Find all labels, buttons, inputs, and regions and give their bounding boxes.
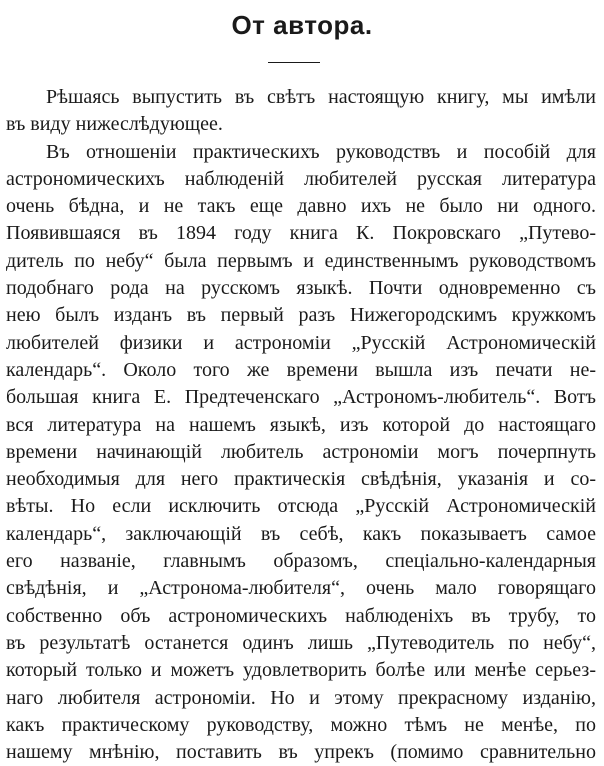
text-line: Рѣшаясь выпустить въ свѣтъ настоящую книгу, мы имѣли — [46, 86, 596, 108]
text-line: времени начинающій любитель астрономіи могъ почерпнуть — [6, 440, 596, 463]
text-line: который только и можетъ удовлетворить болѣе или менѣе серьез- — [6, 659, 596, 682]
text-line: его названіе, главнымъ образомъ, спеціально-календарныя — [6, 550, 596, 573]
text-line: любителей физики и астрономіи „Русскій Астрономическій — [6, 331, 596, 354]
text-line: вся литература на нашемъ языкѣ, изъ которой до настоящаго — [6, 413, 596, 436]
text-line: какъ практическому руководству, можно тѣмъ не менѣе, по — [6, 713, 596, 736]
text-line: свѣдѣнія, и „Астронома-любителя“, очень мало говорящаго — [6, 577, 596, 600]
text-line: подобнаго рода на русскомъ языкѣ. Почти одновременно съ — [6, 277, 596, 300]
text-line: наго любителя астрономіи. Но и этому прекрасному изданію, — [6, 686, 596, 709]
text-line: Въ отношеніи практическихъ руководствъ и пособій для — [46, 140, 596, 163]
text-line: нашему мнѣнію, поставить въ упрекъ (помимо сравнительно — [6, 741, 596, 764]
text-line: вѣты. Но если исключить отсюда „Русскій Астрономическій — [6, 495, 596, 518]
text-line: календарь“. Около того же времени вышла изъ печати не- — [6, 358, 596, 381]
text-line: календарь“, заключающій въ себѣ, какъ показываетъ самое — [6, 522, 596, 545]
text-line: дитель по небу“ была первымъ и единственнымъ руководствомъ — [6, 249, 596, 272]
text-line: необходимыя для него практическія свѣдѣнія, указанія и со- — [6, 468, 596, 491]
text-line: Появившаяся въ 1894 году книга К. Покровскаго „Путево- — [6, 222, 596, 245]
text-line: астрономическихъ наблюденій любителей русская литература — [6, 167, 596, 190]
text-line: большая книга Е. Предтеченскаго „Астрономъ-любитель“. Вотъ — [6, 386, 596, 409]
text-line: въ виду нижеслѣдующее. — [6, 113, 223, 136]
body-text — [6, 84, 596, 766]
title-divider — [268, 62, 320, 63]
text-line: въ результатѣ останется одинъ лишь „Путеводитель по небу“, — [6, 631, 596, 654]
text-line: нею былъ изданъ въ первый разъ Нижегородскимъ кружкомъ — [6, 304, 596, 327]
text-line: очень бѣдна, и не такъ еще давно ихъ не было ни одного. — [6, 195, 596, 218]
text-line: собственно объ астрономическихъ наблюденіхъ въ трубу, то — [6, 604, 596, 627]
page-title: От автора. — [231, 10, 373, 40]
